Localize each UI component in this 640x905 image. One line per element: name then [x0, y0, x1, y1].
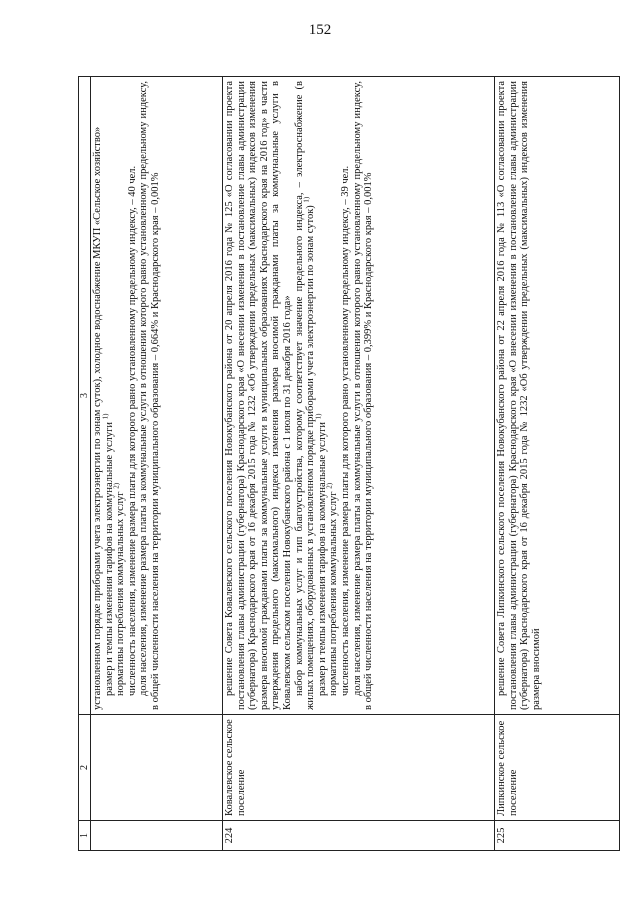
settlement-name: Ковалевское сельское поселение	[223, 715, 495, 821]
row-number: 224	[223, 821, 495, 851]
settlement-name	[91, 715, 223, 821]
detail-paragraph: размер и темпы изменения тарифов на коммунальные услуги $^{1)}$	[101, 413, 115, 696]
detail-paragraph: решение Совета Липкинского сельского поселения Новокубанского района от 22 апреля 2016 года № 113 «О согласовании проекта постановления главы администрации (губернатора) Краснодарского края «О внесении изменения в постановление главы администрации (губернатора) Краснодарского края от 16 декабря 2015 года № 1232 «Об утверждении предельных (максимальных) индексов изменения размера вносимой	[496, 81, 542, 710]
detail-paragraph: численность населения, изменение размера платы для которого равно установленному предельному индексу, – 40 чел.	[126, 165, 138, 696]
header-col-3: 3	[79, 77, 91, 715]
detail-paragraph: размер и темпы изменения тарифов на коммунальные услуги $^{1)}$	[314, 413, 328, 696]
table-header-row	[79, 77, 91, 851]
row-details	[91, 77, 223, 715]
settlement-name: Липкинское сельское поселение	[495, 715, 620, 821]
row-details	[495, 77, 620, 715]
detail-paragraph: доля населения, изменение размера платы за коммунальные услуги в отношении которого равно установленному предельному индексу, в общей численности населения на территории муниципального образования – 0,664% и Краснодарского края – 0,001%	[138, 81, 161, 710]
rotated-table-wrapper	[78, 76, 620, 851]
detail-paragraph: установленном порядке приборами учета электроэнергии по зонам суток), холодное водоснабжение МКУП «Сельское хозяйство»	[92, 126, 103, 710]
page-number: 152	[308, 22, 332, 38]
detail-paragraph: нормативы потребления коммунальных услуг $^{2)}$	[112, 482, 127, 696]
footnote-mark: 1)	[101, 413, 110, 420]
detail-paragraph: нормативы потребления коммунальных услуг $^{2)}$	[325, 482, 340, 696]
row-details	[223, 77, 495, 715]
footnote-mark: 1)	[314, 413, 323, 420]
header-col-1: 1	[79, 821, 91, 851]
table-row	[495, 77, 620, 851]
footnote-mark: 1)	[302, 196, 311, 203]
table-row	[223, 77, 495, 851]
municipal-index-table	[78, 76, 620, 851]
row-number	[91, 821, 223, 851]
header-col-2: 2	[79, 715, 91, 821]
detail-paragraph: решение Совета Ковалевского сельского поселения Новокубанского района от 20 апреля 2016 года № 125 «О согласовании проекта постановления главы администрации (губернатора) Краснодарского края «О внесении изменения в постановление главы администрации (губернатора) Краснодарского края от 16 декабря 2015 года № 1232 «Об утверждении предельных (максимальных) индексов изменения размера вносимой гражданами платы за коммунальные услуги в муниципальных образованиях Краснодарского края на 2016 год» в части утверждения предельного (максимального) индекса изменения размера вносимой гражданами платы за коммунальные услуги в Ковалевском сельском поселении Новокубанского района с 1 июля по 31 декабря 2016 года»	[224, 81, 293, 710]
footnote-mark: 2)	[112, 482, 121, 489]
detail-paragraph: доля населения, изменение размера платы за коммунальные услуги в отношении которого равно установленному предельному индексу, в общей численности населения на территории муниципального образования – 0,399% и Краснодарского края – 0,001%	[351, 81, 375, 710]
table-row-continuation	[91, 77, 223, 851]
detail-paragraph: численность населения, изменение размера платы для которого равно установленному предельному индексу, – 39 чел.	[339, 165, 351, 696]
row-number: 225	[495, 821, 620, 851]
detail-paragraph: набор коммунальных услуг и тип благоустройства, которому соответствует значение предельного индекса, – электроснабжение (в жилых помещениях, оборудованных в установленном порядке приборами учета электроэнергии по зонам суток) $^{1)}$	[293, 81, 317, 710]
footnote-mark: 2)	[325, 482, 334, 489]
